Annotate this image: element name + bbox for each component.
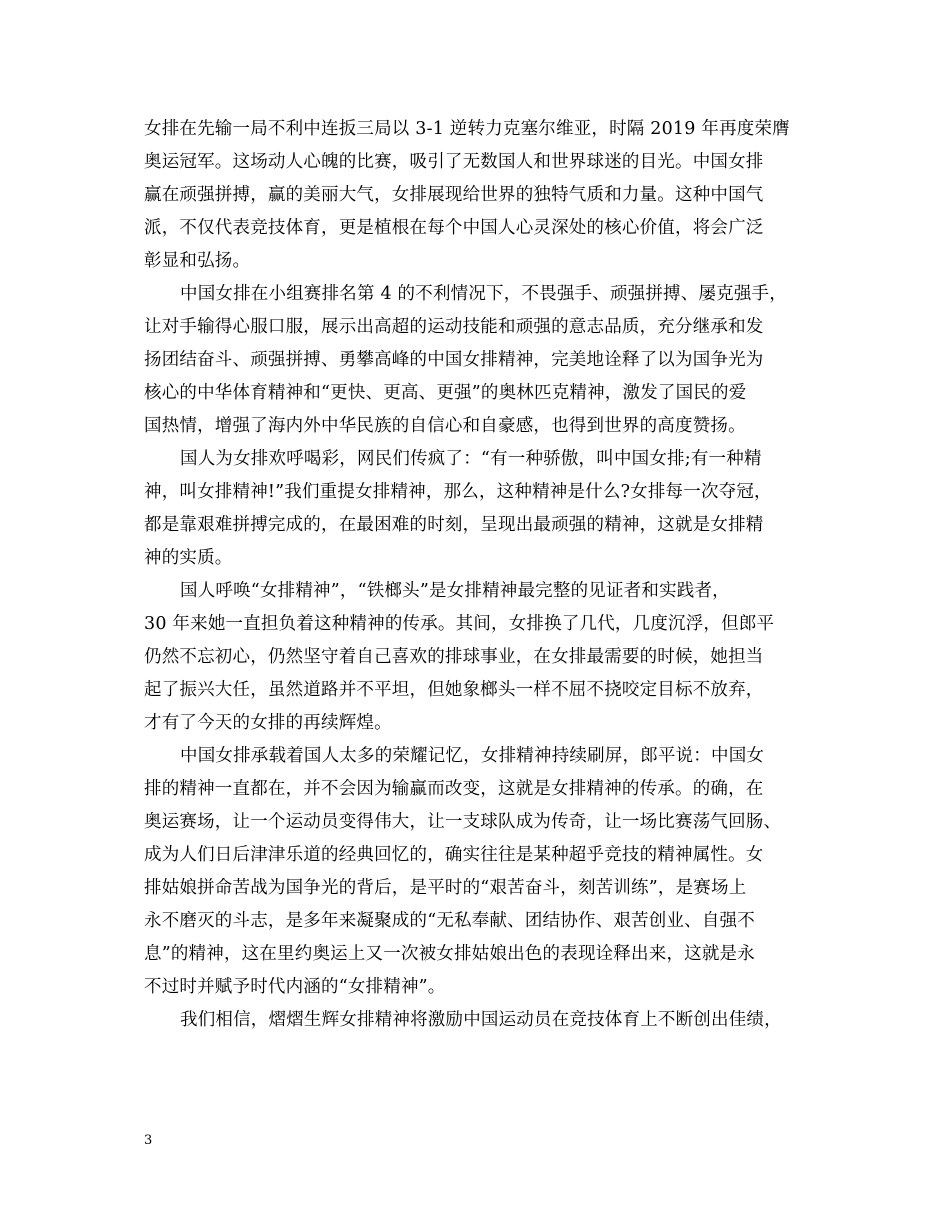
text-line: 奥运冠军。这场动人心魄的比赛，吸引了无数国人和世界球迷的目光。中国女排 (144, 152, 764, 172)
text-line: 国人呼唤“女排精神”，“铁榔头”是女排精神最完整的见证者和实践者， (180, 581, 730, 601)
text-line: 中国女排在小组赛排名第 4 的不利情况下，不畏强手、顽强拼搏、屡克强手， (180, 284, 787, 304)
text-line: 核心的中华体育精神和“更快、更高、更强”的奥林匹克精神，激发了国民的爱 (144, 383, 747, 403)
text-line: 神，叫女排精神!”我们重提女排精神，那么，这种精神是什么?女排每一次夺冠， (144, 482, 772, 502)
text-line: 神的实质。 (144, 548, 233, 568)
paragraph (144, 278, 804, 443)
text-line: 奥运赛场，让一个运动员变得伟大，让一支球队成为传奇，让一场比赛荡气回肠、 (144, 812, 782, 832)
text-line: 才有了今天的女排的再续辉煌。 (144, 713, 392, 733)
paragraph (144, 575, 804, 740)
text-line: 永不磨灭的斗志，是多年来凝聚成的“无私奉献、团结协作、艰苦创业、自强不 (144, 911, 755, 931)
text-line: 女排在先输一局不利中连扳三局以 3-1 逆转力克塞尔维亚，时隔 2019 年再度荣膺 (144, 119, 790, 139)
text-line: 不过时并赋予时代内涵的“女排精神”。 (144, 977, 446, 997)
text-line: 仍然不忘初心，仍然坚守着自己喜欢的排球事业，在女排最需要的时候，她担当 (144, 647, 764, 667)
text-line: 排姑娘拼命苦战为国争光的背后，是平时的“艰苦奋斗，刻苦训练”，是赛场上 (144, 878, 747, 898)
text-line: 派，不仅代表竞技体育，更是植根在每个中国人心灵深处的核心价值，将会广泛 (144, 218, 764, 238)
text-line: 赢在顽强拼搏，赢的美丽大气，女排展现给世界的独特气质和力量。这种中国气 (144, 185, 764, 205)
paragraph (144, 443, 804, 575)
paragraph (144, 113, 804, 278)
text-line: 都是靠艰难拼搏完成的，在最困难的时刻，呈现出最顽强的精神，这就是女排精 (144, 515, 764, 535)
text-line: 国人为女排欢呼喝彩，网民们传疯了：“有一种骄傲，叫中国女排;有一种精 (180, 449, 762, 469)
text-line: 中国女排承载着国人太多的荣耀记忆，女排精神持续刷屏，郎平说：中国女 (180, 746, 765, 766)
text-line: 彰显和弘扬。 (144, 251, 251, 271)
body-text (144, 113, 804, 1037)
text-line: 30 年来她一直担负着这种精神的传承。其间，女排换了几代，几度沉浮，但郎平 (144, 614, 775, 634)
page-number: 3 (144, 1133, 153, 1148)
text-line: 息”的精神，这在里约奥运上又一次被女排姑娘出色的表现诠释出来，这就是永 (144, 944, 755, 964)
text-line: 让对手输得心服口服，展示出高超的运动技能和顽强的意志品质，充分继承和发 (144, 317, 764, 337)
text-line: 起了振兴大任，虽然道路并不平坦，但她象榔头一样不屈不挠咬定目标不放弃， (144, 680, 764, 700)
text-line: 我们相信，熠熠生辉女排精神将激励中国运动员在竞技体育上不断创出佳绩， (180, 1010, 782, 1030)
text-line: 成为人们日后津津乐道的经典回忆的，确实往往是某种超乎竞技的精神属性。女 (144, 845, 764, 865)
text-line: 排的精神一直都在，并不会因为输赢而改变，这就是女排精神的传承。的确，在 (144, 779, 764, 799)
paragraph (144, 740, 804, 1004)
paragraph (144, 1004, 804, 1037)
text-line: 扬团结奋斗、顽强拼搏、勇攀高峰的中国女排精神，完美地诠释了以为国争光为 (144, 350, 764, 370)
text-line: 国热情，增强了海内外中华民族的自信心和自豪感，也得到世界的高度赞扬。 (144, 416, 746, 436)
